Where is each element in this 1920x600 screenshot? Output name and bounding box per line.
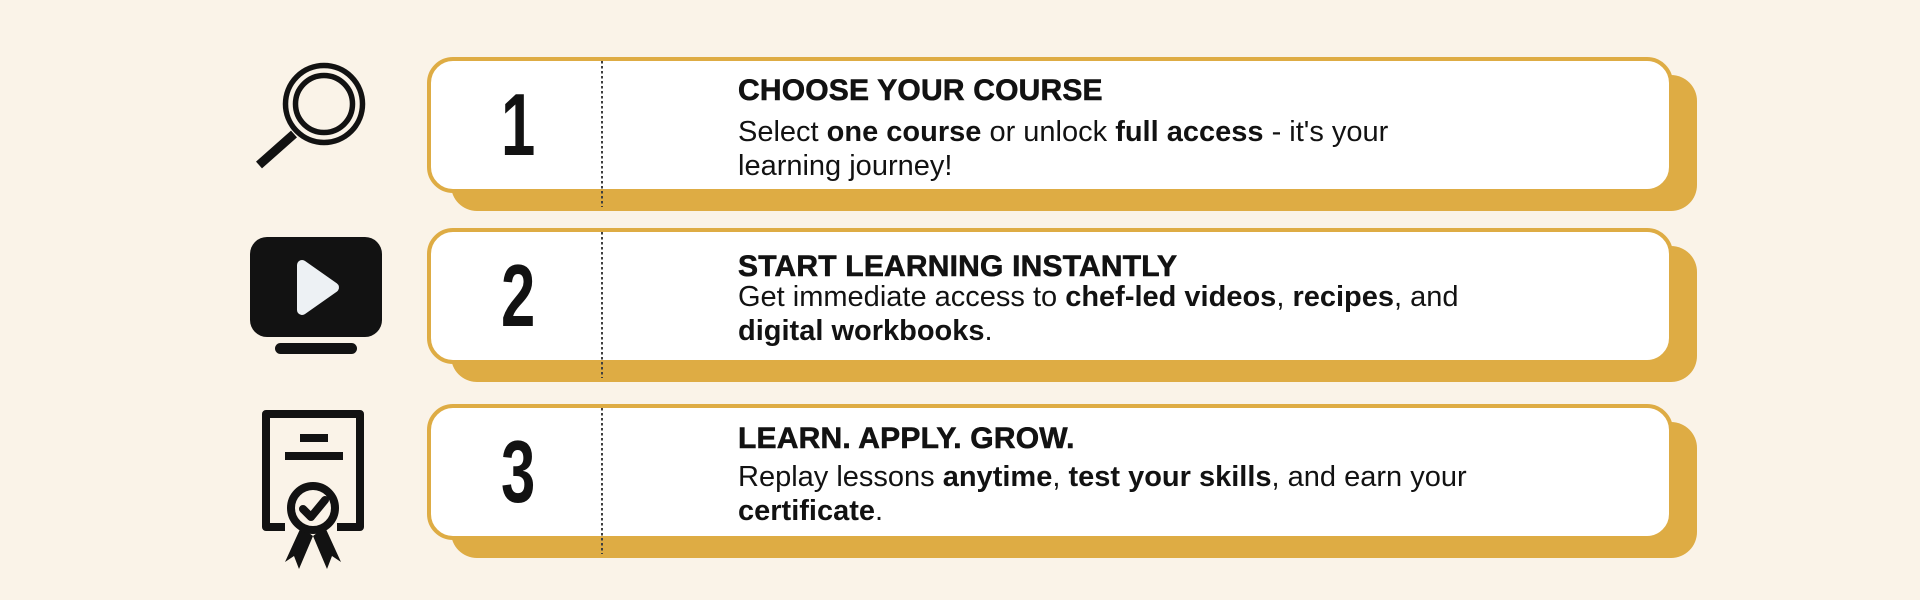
dotted-divider xyxy=(601,232,603,378)
certificate-ribbon-icon xyxy=(255,405,371,575)
step-number: 2 xyxy=(500,246,534,345)
step-card-1 xyxy=(427,57,1673,193)
step-number-cell xyxy=(431,61,603,189)
step-description: Replay lessons anytime, test your skills, and earn your certificate. xyxy=(738,461,1467,527)
step-content xyxy=(738,61,1388,189)
step-card-2 xyxy=(427,228,1673,364)
step-description: Get immediate access to chef-led videos, recipes, and digital workbooks. xyxy=(738,281,1459,347)
step-number: 3 xyxy=(500,422,534,521)
step-row-1 xyxy=(0,57,1920,193)
step-title: LEARN. APPLY. GROW. xyxy=(738,422,1075,455)
step-title: START LEARNING INSTANTLY xyxy=(738,250,1178,283)
step-number-cell xyxy=(431,232,603,360)
video-player-icon xyxy=(250,237,382,359)
step-card-3 xyxy=(427,404,1673,540)
step-content xyxy=(738,408,1467,536)
step-description: Select one course or unlock full access - it's your learning journey! xyxy=(738,115,1389,182)
step-row-3 xyxy=(0,404,1920,540)
step-content xyxy=(738,232,1459,360)
dotted-divider xyxy=(601,61,603,207)
step-row-2 xyxy=(0,228,1920,364)
step-number-cell xyxy=(431,408,603,536)
step-title: CHOOSE YOUR COURSE xyxy=(738,73,1103,107)
dotted-divider xyxy=(601,408,603,554)
magnifying-glass-icon xyxy=(253,48,377,172)
step-number: 1 xyxy=(500,75,534,174)
